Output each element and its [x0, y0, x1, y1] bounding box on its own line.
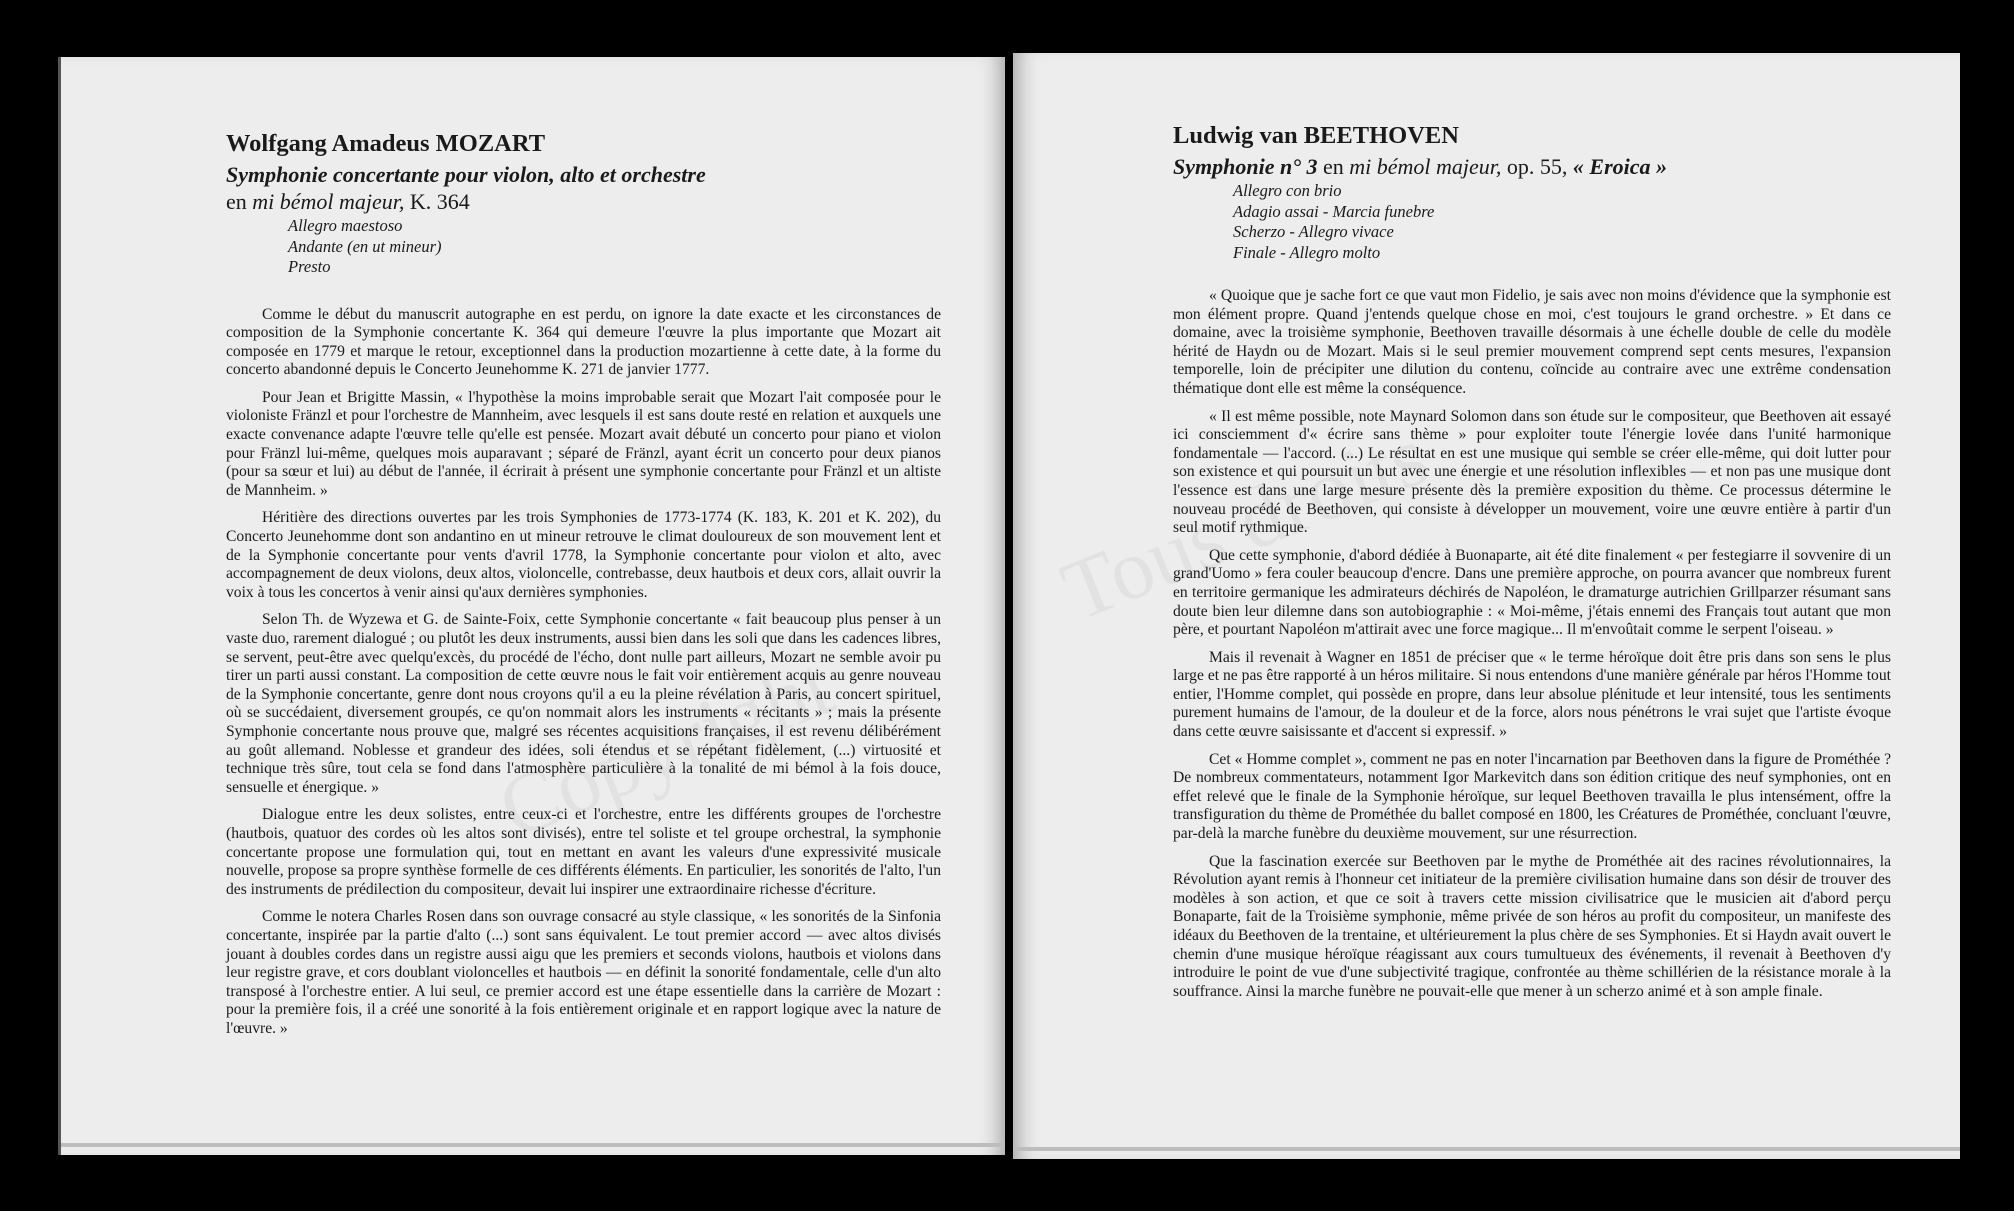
right-content [1173, 121, 1891, 1010]
essay-body [1173, 287, 1891, 1001]
movement-item: Allegro maestoso [288, 216, 403, 235]
work-key: mi bémol majeur, [1349, 154, 1502, 179]
paragraph: Que cette symphonie, d'abord dédiée à Buonaparte, ait été dite finalement « per festegiarre il sovvenire di un grand'Uomo » fera couler beaucoup d'encre. Dans une première approche, on pourra avancer que nombreux furent en territoire germanique les admirateurs déchirés de Napoléon, le dramaturge autrichien Grillparzer résumant sans doute bien leur dilemne dans son autobiographie : « Moi-même, j'étais ennemi des Français tout autant que mon père, et pourtant Napoléon m'attirait avec une force magique... Il m'envoûtait comme le serpent l'oiseau. » [1173, 546, 1891, 639]
paragraph: Comme le début du manuscrit autographe en est perdu, on ignore la date exacte et les circonstances de composition de la Symphonie concertante K. 364 qui demeure l'œuvre la plus importante que Mozart ait composée en 1779 et marque le retour, exceptionnel dans la production mozartienne à cette date, à la forme du concerto abandonné depuis le Concerto Jeunehomme K. 271 de janvier 1777. [226, 305, 941, 379]
work-catalogue: K. 364 [404, 189, 470, 214]
composer-heading: Ludwig van BEETHOVEN [1173, 122, 1459, 149]
paragraph: Cet « Homme complet », comment ne pas en noter l'incarnation par Beethoven dans la figure de Prométhée ? De nombreux commentateurs, notamment Igor Markevitch dans son édition critique des neuf symphonies, ont en effet relevé que le finale de la Symphonie héroïque, sur lequel Beethoven travailla le plus intensément, offre la transfiguration du thème de Prométhée du ballet composé en 1800, les Créatures de Prométhée, concluant l'œuvre, par-delà la marche funèbre du deuxième mouvement, sur une résurrection. [1173, 750, 1891, 843]
work-nickname: « Eroica » [1572, 154, 1668, 179]
work-title-connector: en [1317, 154, 1350, 179]
paragraph: Comme le notera Charles Rosen dans son ouvrage consacré au style classique, « les sonorités de la Sinfonia concertante, inspirée par la partie d'alto (...) sont sans équivalent. Le tout premier accord — avec altos divisés jouant à doubles cordes dans un registre aussi aigu que les premiers et seconds violons, hautbois et violons dans leur registre grave, et cors doublant violoncelles et hautbois — en définit la sonorité fondamentale, celle d'un alto transposé à l'orchestre entier. A lui seul, ce premier accord est une étape essentielle dans la carrière de Mozart : pour la première fois, il a créé une sonorité à la fois entièrement originale et en rapport logique avec la nature de l'œuvre. » [226, 908, 941, 1037]
page-edge [1013, 1147, 1960, 1151]
movement-item: Finale - Allegro molto [1233, 242, 1381, 262]
work-title-main: Symphonie n° 3 [1173, 154, 1318, 179]
left-content [226, 129, 941, 1047]
paragraph: Que la fascination exercée sur Beethoven par le mythe de Prométhée ait des racines révolutionnaires, la Révolution ayant remis à l'honneur cet initiateur de la première civilisation humaine dans son désir de trouver des modèles à son action, et que ce soit à travers cette mission civilisatrice que le musicien ait d'abord perçu Bonaparte, fait de la Troisième symphonie, même privée de son héros au profit du compositeur, un manifeste des idéaux du Beethoven de la trentaine, et ultérieurement la plus chère de ses Symphonies. Et si Haydn avait ouvert le chemin d'une musique héroïque réagissant aux cours tumultueux des événements, il revenait à Beethoven d'y introduire le point de vue d'une subjectivité tragique, confrontée au thème schillérien de la résistance morale à la souffrance. Ainsi la marche funèbre ne pouvait-elle que mener à un scherzo animé et à son ample finale. [1173, 852, 1891, 1000]
essay-body [226, 306, 941, 1039]
movement-item: Scherzo - Allegro vivace [1233, 222, 1394, 241]
work-title-line1: Symphonie concertante pour violon, alto et orchestre [226, 162, 706, 187]
work-opus: op. 55, [1501, 154, 1573, 179]
movement-item: Andante (en ut mineur) [288, 236, 442, 256]
movement-item: Adagio assai - Marcia funebre [1233, 201, 1435, 221]
movement-item: Allegro con brio [1233, 181, 1342, 200]
composer-heading: Wolfgang Amadeus MOZART [226, 130, 546, 157]
paragraph: Héritière des directions ouvertes par les trois Symphonies de 1773-1774 (K. 183, K. 201 et K. 202), du Concerto Jeunehomme dont son andantino en ut mineur retrouve le climat douloureux de son mouvement lent et de la Symphonie concertante pour vents d'avril 1778, la Symphonie concertante pour violon et alto, avec accompagnement de deux violons, deux altos, violoncelle, contrebasse, deux hautbois et deux cors, allait ouvrir la voix à tous les concertos à venir ainsi qu'aux dernières symphonies. [226, 509, 941, 601]
paragraph: Pour Jean et Brigitte Massin, « l'hypothèse la moins improbable serait que Mozart l'ait composée pour le violoniste Fränzl et pour l'orchestre de Mannheim, avec lesquels il est sans doute resté en relation et auxquels une exacte convenance adapte l'œuvre telle qu'elle est pensée. Mozart avait débuté un concerto pour piano et violon pour Fränzl lui-même, quelques mois auparavant ; séparé de Fränzl, ayant écrit un concerto pour deux pianos (pour sa sœur et lui) au début de l'année, il écrirait à présent une symphonie concertante pour Fränzl et un altiste de Mannheim. » [226, 388, 941, 499]
work-key: mi bémol majeur, [252, 189, 405, 214]
left-page [58, 57, 1005, 1155]
paragraph: Dialogue entre les deux solistes, entre ceux-ci et l'orchestre, entre les différents groupes de l'orchestre (hautbois, quatuor des cordes où les altos sont divisés), entre tel soliste et tel groupe orchestral, la symphonie concertante propose une formulation qui, tout en mettant en avant les valeurs d'une expressivité musicale nouvelle, propose sa propre synthèse formelle de ces différents éléments. En particulier, les sonorités de l'alto, l'un des instruments de prédilection du compositeur, devait lui inspirer une extraordinaire richesse d'écriture. [226, 806, 941, 898]
work-key-prefix: en [226, 189, 253, 214]
page-edge [61, 1143, 1005, 1147]
movement-item: Presto [288, 257, 331, 276]
paragraph: Mais il revenait à Wagner en 1851 de préciser que « le terme héroïque doit être pris dans son sens le plus large et ne pas être rapporté à un héros militaire. Si nous entendons d'une manière générale par héros l'Homme tout entier, l'Homme complet, qui possède en propre, dans leur absolue plénitude et leur intensité, tous les sentiments purement humains de l'amour, de la douleur et de la force, alors nous pénétrons le vrai sujet que l'artiste évoque dans cette œuvre saisissante et d'accent si expressif. » [1173, 648, 1891, 741]
work-title [226, 161, 941, 215]
movement-list [288, 216, 941, 278]
paragraph: « Quoique que je sache fort ce que vaut mon Fidelio, je sais avec non moins d'évidence que la symphonie est mon élément propre. Quand j'entends quelque chose en moi, c'est toujours le grand orchestre. » Et dans ce domaine, avec la troisième symphonie, Beethoven travaille désormais à une échelle double de celle du modèle hérité de Haydn ou de Mozart. Mais si le seul premier mouvement comprend sept cents mesures, l'expansion temporelle, loin de précipiter une dilution du contenu, coïncide au contraire avec une extrême condensation thématique dont elle est même la conséquence. [1173, 287, 1891, 397]
movement-list [1233, 181, 1891, 263]
work-title [1173, 153, 1891, 180]
paragraph: « Il est même possible, note Maynard Solomon dans son étude sur le compositeur, que Beethoven ait essayé ici consciemment d'« écrire sans thème » pour exploiter toute l'énergie lovée dans l'unité harmonique fondamentale — l'accord. (...) Le résultat en est une musique qui semble se créer elle-même, qui doit lutter pour son existence et qui poursuit un but avec une énergie et une résolution inflexibles — et non pas une musique dont l'essence est dans une large mesure présente dès la première exposition du thème. Ce processus détermine le nouveau procédé de Beethoven, qui consiste à développer un mouvement, voire une œuvre entière à partir d'un seul motif rythmique. [1173, 407, 1891, 537]
paragraph: Selon Th. de Wyzewa et G. de Sainte-Foix, cette Symphonie concertante « fait beaucoup plus penser à un vaste duo, rarement dialogué ; ou plutôt les deux instruments, aussi bien dans les soli que dans les cadences libres, se servent, peut-être avec quelqu'excès, du procédé de l'écho, dont nulle part ailleurs, Mozart ne semble avoir pu tirer un parti aussi constant. La composition de cette œuvre nous le fait voir entièrement acquis au genre nouveau de la Symphonie concertante, genre dont nous croyons qu'il a eu la pleine révélation à Paris, au concert spirituel, où se succédaient, diversement groupés, ce qu'on nommait alors les instruments « récitants » ; mais la présente Symphonie concertante nous prouve que, malgré ses récentes acquisitions françaises, il est revenu délibérément au goût allemand. Noblesse et grandeur des idées, soli étendus et se répétant fidèlement, (...) virtuosité et technique très sûre, tout cela se fond dans l'atmosphère particulière à la tonalité de mi bémol à la fois douce, sensuelle et énergique. » [226, 611, 941, 796]
right-page [1013, 53, 1960, 1159]
